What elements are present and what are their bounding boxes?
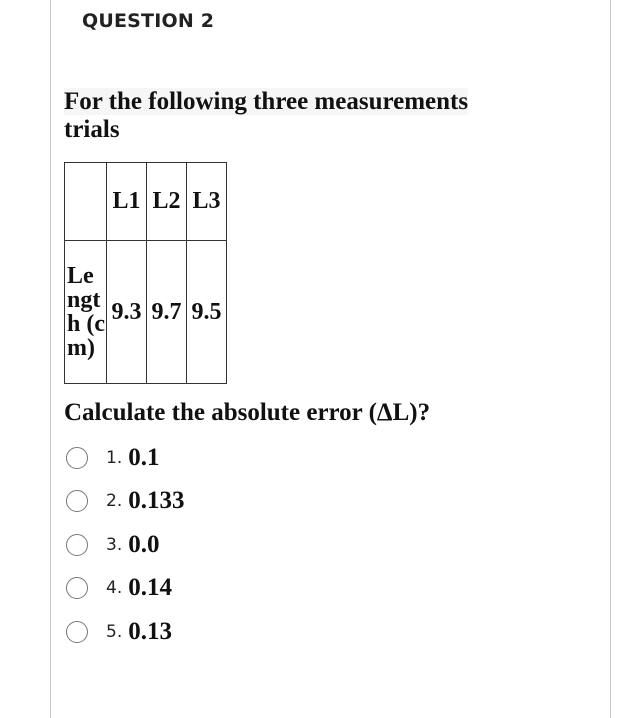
table-header-row xyxy=(65,163,227,241)
option-value: 0.14 xyxy=(128,574,172,601)
option-value: 0.133 xyxy=(128,487,185,514)
table-corner-cell xyxy=(65,163,107,241)
intro-line-1: For the following three measurements xyxy=(64,88,469,115)
table-row-label: Length (cm) xyxy=(65,241,107,384)
answer-option-1[interactable] xyxy=(66,443,159,473)
option-value: 0.0 xyxy=(128,531,160,558)
question-prompt: Calculate the absolute error (ΔL)? xyxy=(64,399,431,426)
radio-button[interactable] xyxy=(66,577,88,599)
answer-option-3[interactable] xyxy=(66,530,159,560)
table-cell-l1: 9.3 xyxy=(107,241,147,384)
option-number: 5. xyxy=(106,622,123,642)
table-header-l2: L2 xyxy=(147,163,187,241)
radio-button[interactable] xyxy=(66,534,88,556)
radio-button[interactable] xyxy=(66,447,88,469)
option-value: 0.1 xyxy=(128,444,160,471)
option-number: 1. xyxy=(106,448,123,468)
table-row xyxy=(65,241,227,384)
table-header-l3: L3 xyxy=(187,163,227,241)
table-cell-l3: 9.5 xyxy=(187,241,227,384)
intro-line-2: trials xyxy=(64,116,120,143)
radio-button[interactable] xyxy=(66,621,88,643)
question-intro xyxy=(64,88,566,144)
option-value: 0.13 xyxy=(128,618,172,645)
radio-button[interactable] xyxy=(66,490,88,512)
table-cell-l2: 9.7 xyxy=(147,241,187,384)
measurement-table xyxy=(64,162,227,384)
option-number: 3. xyxy=(106,535,123,555)
answer-option-2[interactable] xyxy=(66,486,184,516)
answer-option-4[interactable] xyxy=(66,573,172,603)
option-number: 2. xyxy=(106,491,123,511)
question-title: QUESTION 2 xyxy=(82,10,215,32)
option-number: 4. xyxy=(106,578,123,598)
answer-option-5[interactable] xyxy=(66,617,172,647)
table-header-l1: L1 xyxy=(107,163,147,241)
